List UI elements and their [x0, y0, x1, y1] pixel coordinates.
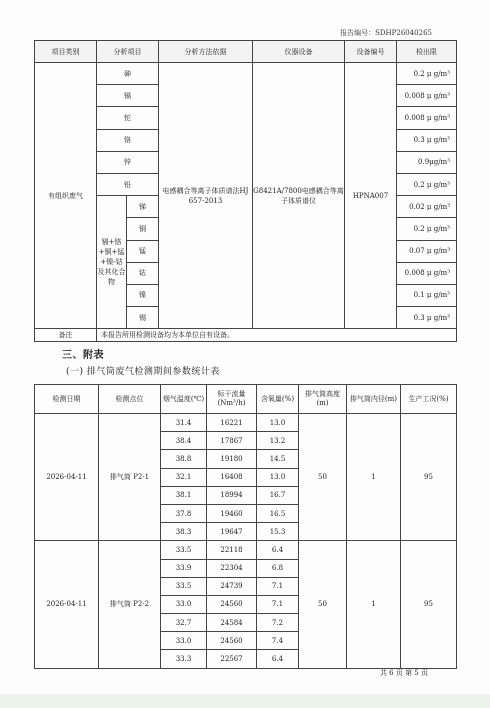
page-footer: 共 6 页 第 5 页 — [379, 669, 428, 677]
header-date: 检测日期 — [35, 385, 99, 414]
header-load: 生产工况(%) — [401, 385, 457, 414]
analysis-item: 镍 — [127, 284, 159, 306]
header-category: 项目类别 — [35, 41, 97, 63]
header-point: 检测点位 — [99, 385, 161, 414]
stack-parameter-table — [34, 384, 457, 669]
date-cell: 2026-04-11 — [35, 414, 99, 541]
analysis-item: 铜 — [127, 218, 159, 240]
date-cell: 2026-04-11 — [35, 541, 99, 668]
header-instrument: 仪器设备 — [253, 41, 345, 63]
point-cell: 排气筒 P2-1 — [99, 414, 161, 541]
temperature-cell: 37.8 — [161, 504, 207, 522]
group-label: 镉+铬+铜+锰+镍-钴及其化合物 — [97, 196, 127, 329]
header-flow: 标干流量(Nm³/h) — [207, 385, 257, 414]
table-header-row — [35, 41, 457, 63]
temperature-cell: 38.4 — [161, 432, 207, 450]
flow-cell: 16221 — [207, 414, 257, 432]
temperature-cell: 33.3 — [161, 650, 207, 668]
stack-diameter-cell: 1 — [347, 541, 401, 668]
analysis-item: 镉 — [97, 85, 159, 107]
limit-cell: 0.008 μ g/m³ — [397, 262, 457, 284]
flow-cell: 22304 — [207, 559, 257, 577]
flow-cell: 24584 — [207, 614, 257, 632]
oxygen-cell: 7.1 — [257, 577, 299, 595]
analysis-item: 砷 — [97, 63, 159, 85]
oxygen-cell: 7.1 — [257, 595, 299, 613]
analysis-item: 铅 — [97, 173, 159, 195]
temperature-cell: 32.1 — [161, 468, 207, 486]
header-device-no: 设备编号 — [345, 41, 397, 63]
section-title: 三、附表 — [62, 350, 104, 361]
header-item: 分析项目 — [97, 41, 159, 63]
oxygen-cell: 6.4 — [257, 541, 299, 559]
device-no-cell: HPNA007 — [345, 63, 397, 329]
temperature-cell: 33.0 — [161, 632, 207, 650]
point-cell: 排气筒 P2-2 — [99, 541, 161, 668]
flow-cell: 24560 — [207, 595, 257, 613]
header-method: 分析方法依据 — [159, 41, 253, 63]
oxygen-cell: 6.4 — [257, 650, 299, 668]
report-number: 报告编号：SDHP26040265 — [340, 29, 432, 37]
oxygen-cell: 6.8 — [257, 559, 299, 577]
oxygen-cell: 7.2 — [257, 614, 299, 632]
stack-diameter-cell: 1 — [347, 414, 401, 541]
table-row — [35, 414, 457, 432]
note-label: 备注 — [35, 329, 97, 342]
note-text: 本报告所用检测设备均为本单位自有设备。 — [97, 329, 457, 342]
header-stack-height: 排气筒高度(m) — [299, 385, 347, 414]
oxygen-cell: 15.3 — [257, 523, 299, 541]
subsection-title: (一) 排气筒废气检测期间参数统计表 — [66, 367, 220, 377]
method-cell: 电感耦合等离子体质谱法HJ 657-2013 — [159, 63, 253, 329]
load-cell: 95 — [401, 414, 457, 541]
temperature-cell: 33.5 — [161, 577, 207, 595]
temperature-cell: 33.9 — [161, 559, 207, 577]
limit-cell: 0.2 μ g/m³ — [397, 218, 457, 240]
limit-cell: 0.008 μ g/m³ — [397, 85, 457, 107]
analysis-item: 锰 — [127, 240, 159, 262]
limit-cell: 0.07 μ g/m³ — [397, 240, 457, 262]
flow-cell: 16408 — [207, 468, 257, 486]
analysis-item: 铬 — [97, 129, 159, 151]
temperature-cell: 38.1 — [161, 486, 207, 504]
oxygen-cell: 16.7 — [257, 486, 299, 504]
limit-cell: 0.2 μ g/m³ — [397, 173, 457, 195]
table-header-row — [35, 385, 457, 414]
flow-cell: 19647 — [207, 523, 257, 541]
temperature-cell: 33.5 — [161, 541, 207, 559]
limit-cell: 0.9μg/m³ — [397, 151, 457, 173]
analysis-method-table — [34, 40, 457, 342]
header-temperature: 烟气温度(℃) — [161, 385, 207, 414]
oxygen-cell: 13.0 — [257, 414, 299, 432]
temperature-cell: 31.4 — [161, 414, 207, 432]
table-row — [35, 63, 457, 85]
flow-cell: 18994 — [207, 486, 257, 504]
flow-cell: 22567 — [207, 650, 257, 668]
oxygen-cell: 16.5 — [257, 504, 299, 522]
temperature-cell: 38.3 — [161, 523, 207, 541]
stack-height-cell: 50 — [299, 414, 347, 541]
oxygen-cell: 7.4 — [257, 632, 299, 650]
header-oxygen: 含氧量(%) — [257, 385, 299, 414]
note-row — [35, 329, 457, 342]
analysis-item: 钴 — [127, 262, 159, 284]
analysis-item: 铊 — [97, 107, 159, 129]
flow-cell: 19180 — [207, 450, 257, 468]
limit-cell: 0.2 μ g/m³ — [397, 63, 457, 85]
oxygen-cell: 13.0 — [257, 468, 299, 486]
oxygen-cell: 14.5 — [257, 450, 299, 468]
flow-cell: 19460 — [207, 504, 257, 522]
limit-cell: 0.3 μ g/m³ — [397, 307, 457, 329]
temperature-cell: 38.8 — [161, 450, 207, 468]
flow-cell: 24560 — [207, 632, 257, 650]
category-cell: 有组织废气 — [35, 63, 97, 329]
temperature-cell: 32.7 — [161, 614, 207, 632]
limit-cell: 0.3 μ g/m³ — [397, 129, 457, 151]
analysis-item: 锑 — [127, 196, 159, 218]
bottom-bar — [0, 694, 490, 708]
stack-height-cell: 50 — [299, 541, 347, 668]
flow-cell: 22118 — [207, 541, 257, 559]
load-cell: 95 — [401, 541, 457, 668]
analysis-item: 锡 — [127, 307, 159, 329]
flow-cell: 24739 — [207, 577, 257, 595]
flow-cell: 17867 — [207, 432, 257, 450]
oxygen-cell: 13.2 — [257, 432, 299, 450]
limit-cell: 0.02 μ g/m³ — [397, 196, 457, 218]
instrument-cell: G8421A/7800电感耦合等离子体质谱仪 — [253, 63, 345, 329]
temperature-cell: 33.0 — [161, 595, 207, 613]
header-stack-diameter: 排气筒内径(m) — [347, 385, 401, 414]
limit-cell: 0.008 μ g/m³ — [397, 107, 457, 129]
header-limit: 检出限 — [397, 41, 457, 63]
analysis-item: 锌 — [97, 151, 159, 173]
table-row — [35, 541, 457, 559]
limit-cell: 0.1 μ g/m³ — [397, 284, 457, 306]
